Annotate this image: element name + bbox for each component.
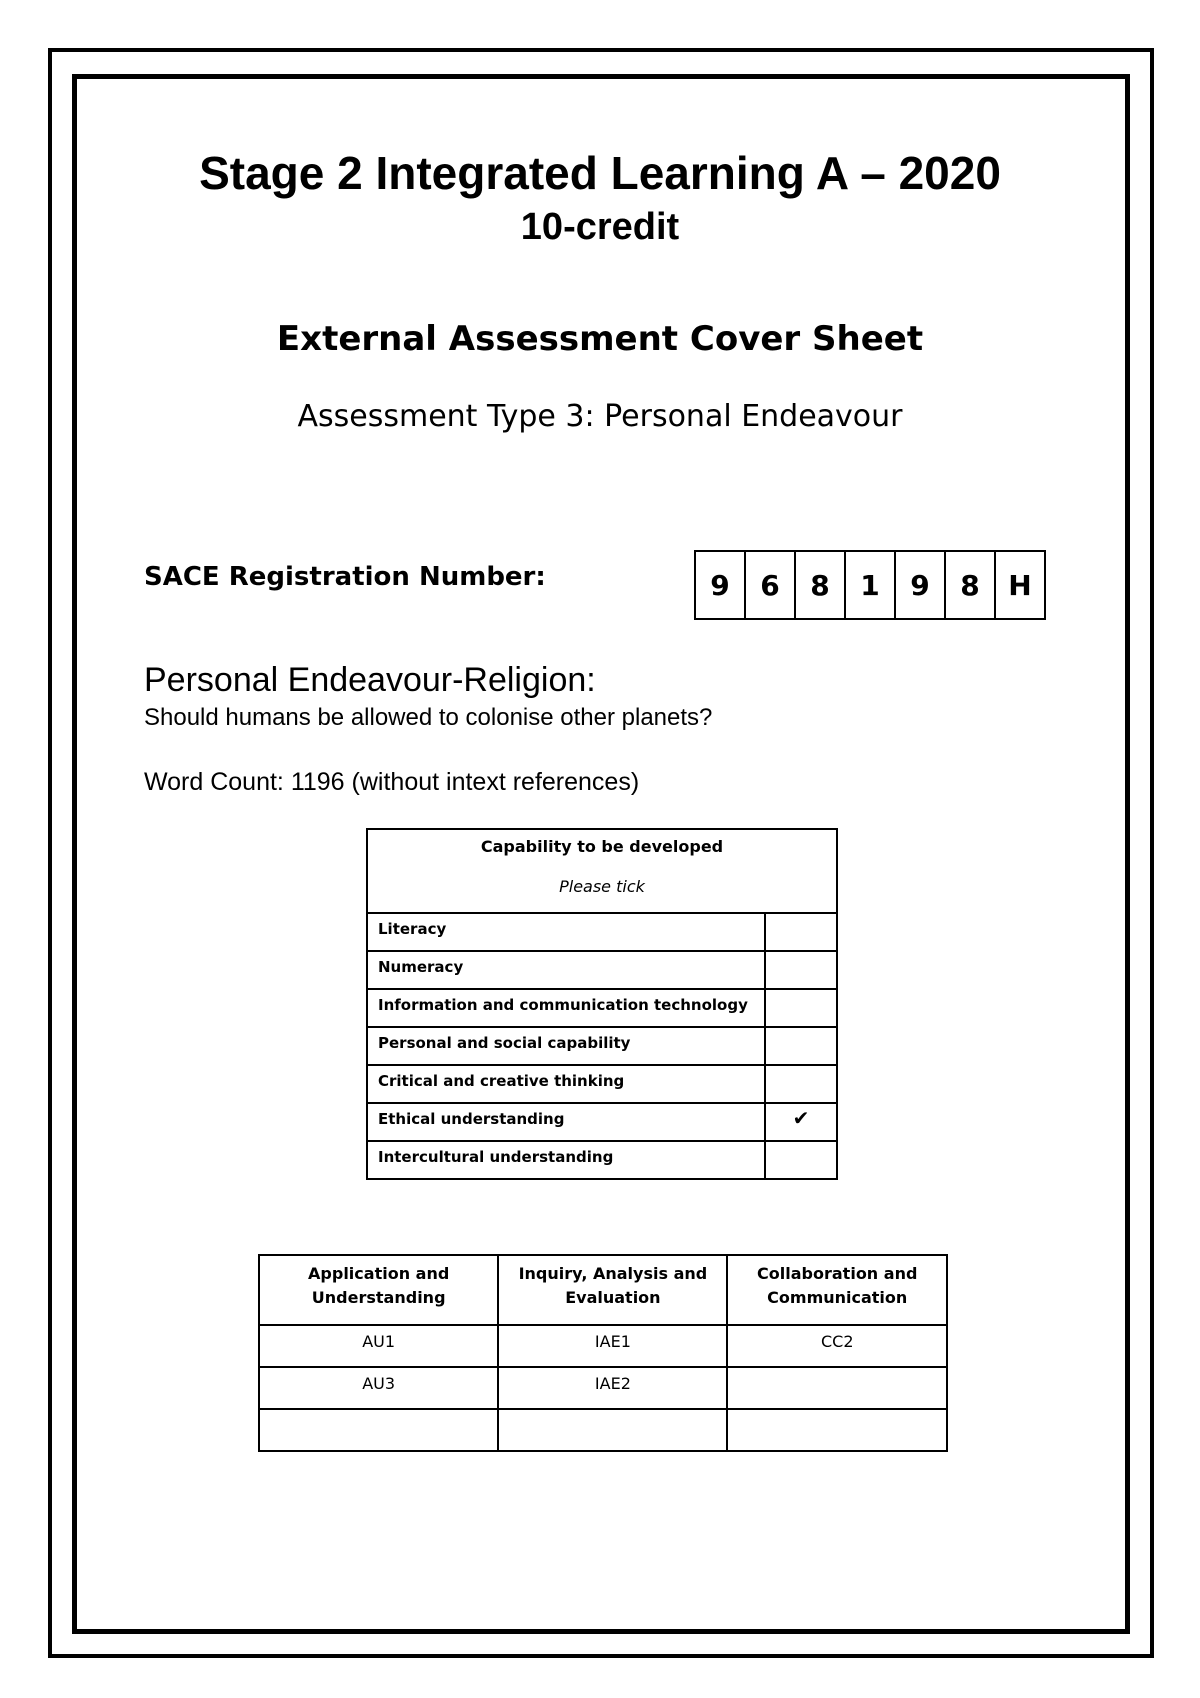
endeavour-title: Personal Endeavour-Religion:: [144, 661, 596, 699]
registration-digit: 1: [846, 552, 896, 618]
check-mark-icon[interactable]: ✔: [765, 1103, 837, 1141]
capability-tick-box[interactable]: [765, 1141, 837, 1179]
capability-tick-box[interactable]: [765, 1027, 837, 1065]
criteria-cell: [259, 1409, 498, 1451]
capability-tick-box[interactable]: [765, 951, 837, 989]
criteria-table: [258, 1254, 948, 1452]
capability-label: Information and communication technology: [367, 989, 765, 1027]
criteria-cell: [727, 1409, 947, 1451]
registration-digit: 8: [946, 552, 996, 618]
capability-header: Capability to be developed: [480, 837, 724, 856]
capability-table: [366, 828, 838, 1180]
capability-tick-box[interactable]: [765, 1065, 837, 1103]
criteria-header: Application and Understanding: [259, 1255, 498, 1325]
capability-row: [367, 913, 837, 951]
registration-digit: 9: [696, 552, 746, 618]
registration-digit: 9: [896, 552, 946, 618]
capability-header-cell: [367, 829, 837, 913]
capability-row: [367, 1065, 837, 1103]
criteria-header: Inquiry, Analysis and Evaluation: [498, 1255, 727, 1325]
registration-number-boxes: [694, 550, 1046, 620]
criteria-cell: AU3: [259, 1367, 498, 1409]
criteria-row: [259, 1409, 947, 1451]
criteria-header: Collaboration and Communication: [727, 1255, 947, 1325]
criteria-cell: [498, 1409, 727, 1451]
criteria-cell: [727, 1367, 947, 1409]
endeavour-question: Should humans be allowed to colonise other planets?: [144, 704, 713, 731]
capability-row: [367, 1103, 837, 1141]
word-count: Word Count: 1196 (without intext references): [144, 768, 640, 796]
criteria-row: [259, 1325, 947, 1367]
capability-label: Literacy: [367, 913, 765, 951]
capability-row: [367, 1141, 837, 1179]
capability-label: Critical and creative thinking: [367, 1065, 765, 1103]
criteria-cell: CC2: [727, 1325, 947, 1367]
capability-tick-box[interactable]: [765, 913, 837, 951]
capability-tick-box[interactable]: [765, 989, 837, 1027]
registration-digit: 8: [796, 552, 846, 618]
criteria-cell: IAE1: [498, 1325, 727, 1367]
registration-digit: 6: [746, 552, 796, 618]
cover-sheet-heading: External Assessment Cover Sheet: [276, 319, 924, 359]
capability-label: Intercultural understanding: [367, 1141, 765, 1179]
capability-label: Personal and social capability: [367, 1027, 765, 1065]
capability-instruction: Please tick: [559, 877, 645, 896]
capability-row: [367, 989, 837, 1027]
capability-label: Ethical understanding: [367, 1103, 765, 1141]
capability-header-row: [367, 829, 837, 913]
registration-digit: H: [1008, 568, 1032, 602]
credit-subtitle: 10-credit: [520, 206, 680, 248]
criteria-cell: AU1: [259, 1325, 498, 1367]
capability-row: [367, 1027, 837, 1065]
criteria-header-row: [259, 1255, 947, 1325]
document-title: Stage 2 Integrated Learning A – 2020: [199, 147, 1001, 199]
assessment-type: Assessment Type 3: Personal Endeavour: [297, 399, 903, 434]
criteria-row: [259, 1367, 947, 1409]
capability-row: [367, 951, 837, 989]
registration-label: SACE Registration Number:: [144, 562, 546, 592]
criteria-cell: IAE2: [498, 1367, 727, 1409]
capability-label: Numeracy: [367, 951, 765, 989]
